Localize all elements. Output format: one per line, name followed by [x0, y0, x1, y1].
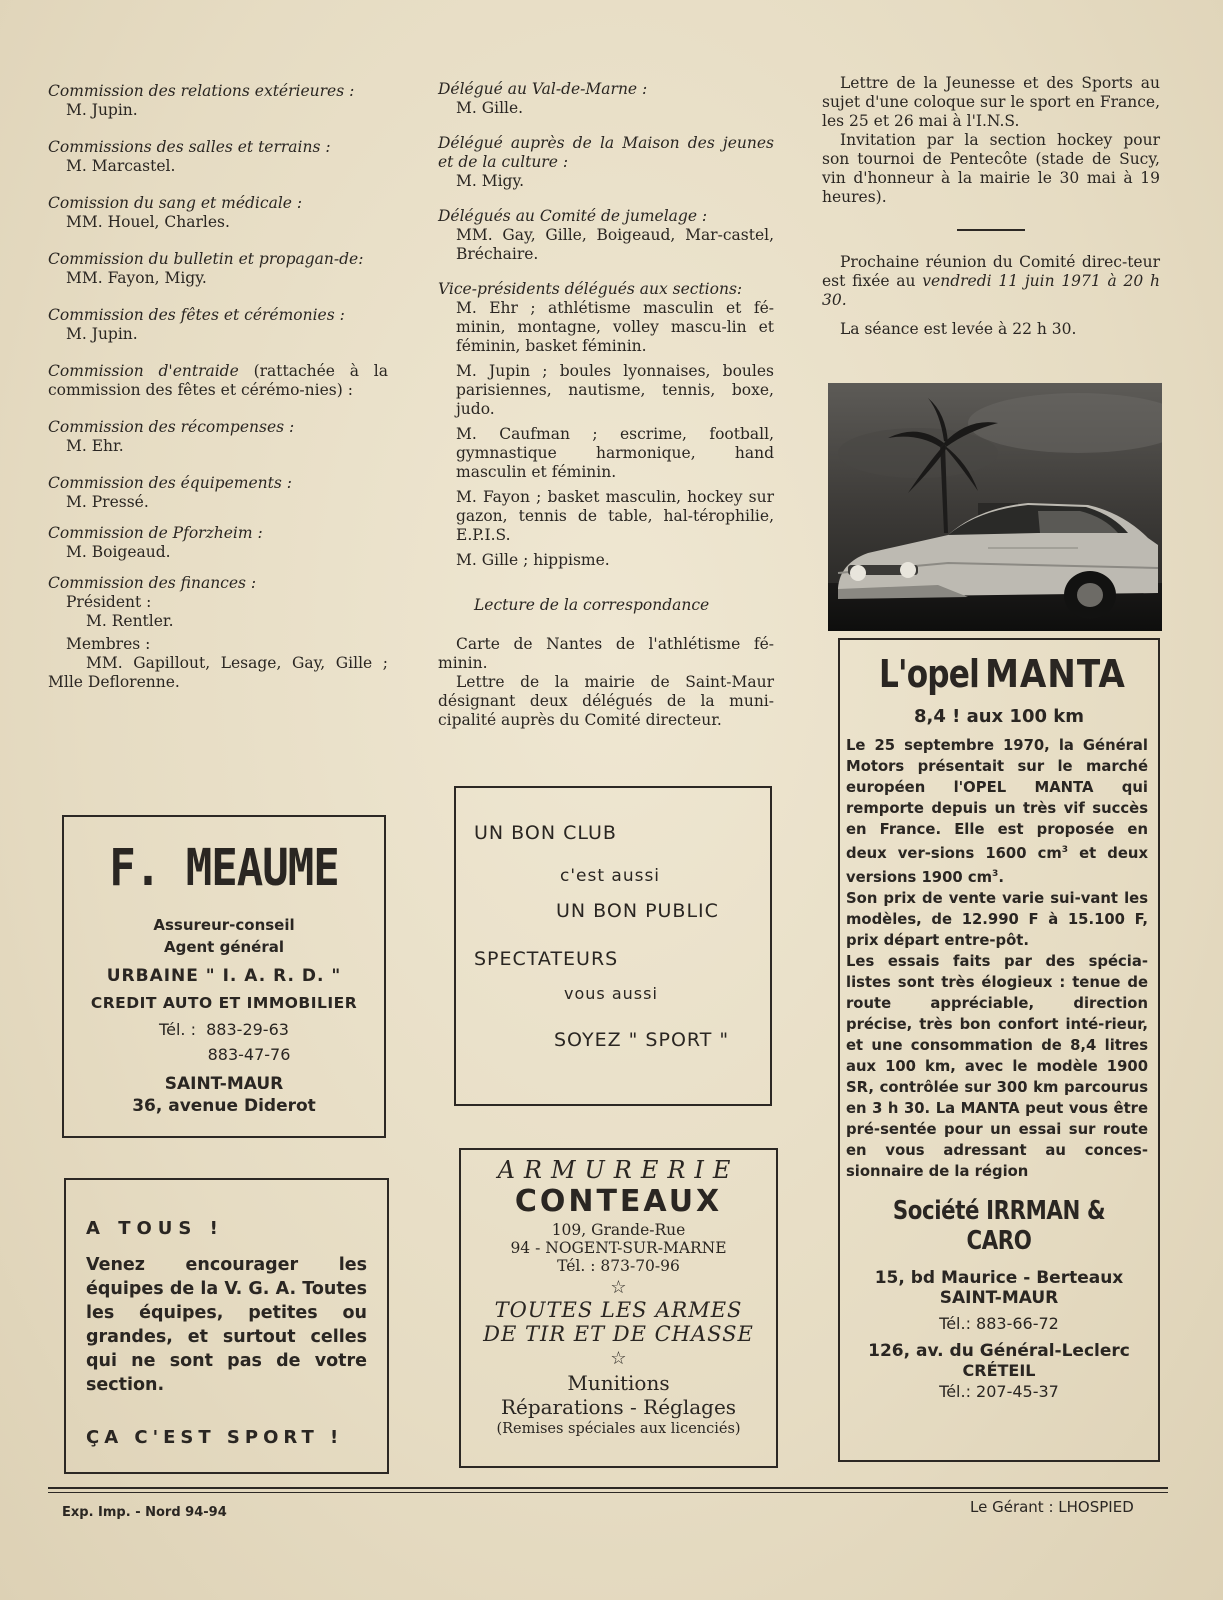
armurerie-addr1: 109, Grande-Rue	[551, 1221, 686, 1239]
meaume-line2: Agent général	[163, 938, 284, 956]
meaume-line1: Assureur-conseil	[153, 916, 295, 934]
delegate-members: MM. Gay, Gille, Boigeaud, Mar-castel, Bréchaire.	[456, 226, 774, 263]
commission-title: Commissions des salles et terrains :	[48, 138, 331, 156]
vp-item: M. Jupin ; boules lyonnaises, boules parisiennes, nautisme, tennis, boxe, judo.	[456, 362, 774, 418]
next-meeting-date: vendredi 11 juin 1971 à 20 h 30.	[822, 272, 1160, 309]
vice-presidents	[438, 280, 774, 570]
club-line1: UN BON CLUB	[474, 822, 617, 844]
opel-addr2: 126, av. du Général-Leclerc	[868, 1340, 1130, 1361]
opel-title	[840, 652, 1158, 696]
opel-addr1: 15, bd Maurice - Berteaux	[874, 1267, 1124, 1288]
commission-title: Commission des équipements :	[48, 474, 292, 492]
commission-equipements	[48, 474, 388, 512]
ad-opel	[838, 638, 1160, 1462]
commission-members: M. Marcastel.	[66, 157, 176, 175]
opel-tel2: Tél.: 207-45-37	[939, 1381, 1059, 1401]
tous-title: A TOUS !	[86, 1218, 224, 1239]
commission-members: M. Jupin.	[66, 101, 138, 119]
paragraph: Lettre de la Jeunesse et des Sports au sujet d'une coloque sur le sport en France, les 25 et 26 mai à l'I.N.S.	[822, 74, 1160, 130]
club-line3: UN BON PUBLIC	[556, 900, 719, 922]
president-name: M. Rentler.	[86, 612, 174, 630]
star-icon: ☆	[610, 1348, 627, 1369]
paragraph: Invitation par la section hockey pour son tournoi de Pentecôte (stade de Sucy, vin d'honneur à la mairie le 30 mai à 19 heures).	[822, 131, 1160, 206]
opel-title-big: MANTA	[984, 652, 1126, 696]
meaume-line4: CREDIT AUTO ET IMMOBILIER	[90, 994, 358, 1012]
vp-item: M. Caufman ; escrime, football, gymnastique harmonique, hand masculin et féminin.	[456, 425, 774, 481]
commission-entraide	[48, 362, 388, 400]
correspondance-title: Lecture de la correspondance	[474, 596, 710, 614]
footer-manager: Le Gérant : LHOSPIED	[970, 1498, 1134, 1516]
opel-p2: Son prix de vente varie sui-vant les modèles, de 12.990 F à 15.100 F, prix départ entre-pôt.	[846, 889, 1148, 949]
correspondance-item: Carte de Nantes de l'athlétisme fé-minin.	[438, 635, 774, 672]
delegate-title: Délégués au Comité de jumelage :	[438, 207, 708, 225]
commission-members: M. Ehr.	[66, 437, 124, 455]
next-meeting-prefix: Prochaine réunion du Comité direc-teur est fixée au	[822, 253, 1160, 290]
armurerie-line2: Réparations - Réglages	[500, 1395, 737, 1419]
commission-relations	[48, 82, 388, 120]
opel-city2: CRÉTEIL	[962, 1360, 1036, 1380]
delegate-members: M. Migy.	[456, 172, 525, 190]
commission-pforzheim	[48, 524, 388, 562]
opel-city1: SAINT-MAUR	[939, 1287, 1059, 1308]
commission-members: M. Jupin.	[66, 325, 138, 343]
commission-members: MM. Houel, Charles.	[66, 213, 230, 231]
commission-title: Commission des relations extérieures :	[48, 82, 355, 100]
delegate-mjc	[438, 134, 774, 191]
commission-title: Commission de Pforzheim :	[48, 524, 263, 542]
footer-rule-thin	[48, 1492, 1168, 1493]
armurerie-title: ARMURERIE	[497, 1156, 740, 1184]
correspondance-item: Lettre de la mairie de Saint-Maur désignant deux délégués de la muni-cipalité auprès du Comité directeur.	[438, 673, 774, 729]
meaume-name: F. MEAUME	[109, 839, 339, 898]
opel-p1: Le 25 septembre 1970, la Général Motors présentait sur le marché européen l'OPEL MANTA qui remporte depuis un très vif succès en France. Elle est proposée en deux ver-sions 1600 $cm^3$ et deux versions 1900 $cm^3$.	[846, 737, 1148, 886]
delegate-members: M. Gille.	[456, 99, 524, 117]
members-names: MM. Gapillout, Lesage, Gay, Gille ; Mlle Deflorenne.	[48, 654, 388, 691]
column-2	[438, 80, 774, 730]
commission-title: Comission du sang et médicale :	[48, 194, 303, 212]
column-3	[822, 74, 1160, 339]
opel-subtitle: 8,4 ! aux 100 km	[913, 706, 1085, 727]
opel-p3: Les essais faits par des spécia-listes sont très élogieux : tenue de route appréciable, direction précise, très bon confort inté-rieur, et une consommation de 8,4 litres aux 100 km, avec le modèle 1900 SR, contrôlée sur 300 km parcourus en 3 h 30. La MANTA peut vous être pré-sentée pour un essai sur route en vous adressant au conces-sionnaire de la région	[846, 952, 1148, 1180]
club-line2: c'est aussi	[560, 866, 661, 886]
commission-members: M. Pressé.	[66, 493, 149, 511]
commission-title: Commission du bulletin et propagan-de:	[48, 250, 364, 268]
meaume-tel2: 883-47-76	[207, 1045, 291, 1064]
meaume-address: 36, avenue Diderot	[132, 1096, 316, 1116]
delegate-title: Délégué auprès de la Maison des jeunes et de la culture :	[438, 134, 774, 171]
club-line5: vous aussi	[564, 984, 658, 1003]
commission-fetes	[48, 306, 388, 344]
tous-footer: ÇA C'EST SPORT !	[86, 1427, 344, 1448]
commission-bulletin	[48, 250, 388, 288]
armurerie-name: CONTEAUX	[514, 1184, 723, 1219]
vp-item: M. Ehr ; athlétisme masculin et fé-minin, montagne, volley mascu-lin et féminin, basket féminin.	[456, 299, 774, 355]
opel-tel1: Tél.: 883-66-72	[939, 1313, 1059, 1333]
ad-tous	[64, 1178, 389, 1474]
opel-title-small: L'opel	[878, 652, 979, 696]
president-label: Président :	[66, 593, 152, 611]
car-illustration	[828, 383, 1162, 631]
meaume-line3: URBAINE " I. A. R. D. "	[106, 966, 342, 986]
tous-body: Venez encourager les équipes de la V. G. A. Toutes les équipes, petites ou grandes, et surtout celles qui ne sont pas de votre section.	[86, 1255, 367, 1395]
armurerie-slogan2: DE TIR ET DE CHASSE	[483, 1322, 754, 1346]
footer-printer: Exp. Imp. - Nord 94-94	[62, 1505, 227, 1520]
armurerie-slogan1: TOUTES LES ARMES	[494, 1298, 743, 1322]
closing-line: La séance est levée à 22 h 30.	[840, 320, 1077, 338]
ad-armurerie	[459, 1148, 778, 1468]
commission-title: Commission des fêtes et cérémonies :	[48, 306, 345, 324]
commission-title: Commission des récompenses :	[48, 418, 295, 436]
delegate-jumelage	[438, 207, 774, 264]
footer-rule	[48, 1487, 1168, 1489]
commission-recompenses	[48, 418, 388, 456]
meaume-tel-row	[64, 1020, 384, 1039]
meaume-tel-label: Tél. :	[159, 1020, 196, 1039]
opel-body	[840, 735, 1158, 1182]
members-label: Membres :	[66, 635, 151, 653]
vp-item: M. Gille ; hippisme.	[456, 551, 610, 569]
ad-club	[454, 786, 772, 1106]
opel-manta-photo	[828, 383, 1162, 631]
delegate-val-de-marne	[438, 80, 774, 118]
opel-dealer: Société IRRMAN & CARO	[892, 1195, 1106, 1256]
armurerie-addr2: 94 - NOGENT-SUR-MARNE	[510, 1239, 727, 1257]
commission-finances	[48, 574, 388, 692]
vp-item: M. Fayon ; basket masculin, hockey sur gazon, tennis de table, hal-térophilie, E.P.I.S.	[456, 488, 774, 544]
column-1	[48, 82, 388, 692]
meaume-city: SAINT-MAUR	[164, 1074, 284, 1094]
commission-title: Commission d'entraide	[48, 362, 239, 380]
meaume-tel1: 883-29-63	[206, 1020, 289, 1039]
club-line4: SPECTATEURS	[474, 948, 619, 970]
commission-title: Commission des finances :	[48, 574, 257, 592]
armurerie-line1: Munitions	[567, 1371, 670, 1395]
commission-sang	[48, 194, 388, 232]
commission-salles	[48, 138, 388, 176]
ad-meaume	[62, 815, 386, 1138]
commission-title-tail: (rattachée à la commission des fêtes et cérémo-nies) :	[48, 362, 388, 399]
club-line6: SOYEZ " SPORT "	[554, 1029, 730, 1051]
vp-title: Vice-présidents délégués aux sections:	[438, 280, 743, 298]
commission-members: MM. Fayon, Migy.	[66, 269, 207, 287]
commission-members: M. Boigeaud.	[66, 543, 171, 561]
star-icon: ☆	[610, 1277, 627, 1298]
delegate-title: Délégué au Val-de-Marne :	[438, 80, 648, 98]
armurerie-line3: (Remises spéciales aux licenciés)	[496, 1421, 741, 1437]
separator-rule	[957, 229, 1025, 231]
armurerie-tel: Tél. : 873-70-96	[557, 1257, 680, 1275]
